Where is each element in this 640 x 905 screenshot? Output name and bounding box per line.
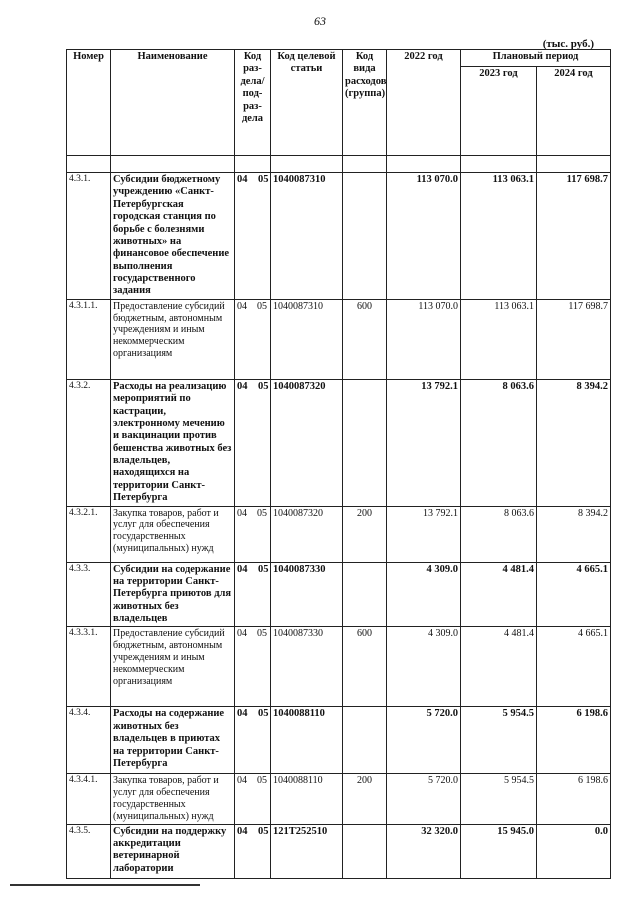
row-razdel: 04 (237, 300, 247, 312)
row-section (235, 824, 271, 878)
table-row (67, 173, 611, 300)
header-number: Номер (67, 50, 111, 156)
row-expense-type (343, 173, 387, 300)
row-target-code: 1040087320 (271, 506, 343, 562)
row-target-code: 1040087330 (271, 627, 343, 707)
row-name: Предоставление субсидий бюджетным, автономным учреждениям и иным некоммерческим организациям (111, 299, 235, 379)
row-razdel: 04 (237, 563, 248, 575)
row-section (235, 627, 271, 707)
table-row (67, 824, 611, 878)
row-expense-type: 600 (343, 627, 387, 707)
row-name: Субсидии бюджетному учреждению «Санкт-Петербургская городская станция по борьбе с болезнями животных» на финансовое обеспечение выполнения государственного задания (111, 173, 235, 300)
row-podrazdel: 05 (257, 628, 267, 640)
row-razdel: 04 (237, 174, 248, 185)
row-2022: 5 720.0 (387, 774, 461, 824)
row-2023: 4 481.4 (461, 562, 537, 627)
row-podrazdel: 05 (258, 380, 269, 392)
header-name: Наименование (111, 50, 235, 156)
row-target-code: 1040088110 (271, 774, 343, 824)
row-podrazdel: 05 (258, 708, 269, 720)
row-target-code: 1040087310 (271, 173, 343, 300)
row-2024: 0.0 (537, 824, 611, 878)
row-number: 4.3.2. (67, 379, 111, 506)
row-2023: 113 063.1 (461, 299, 537, 379)
row-2024: 6 198.6 (537, 707, 611, 774)
row-2022: 13 792.1 (387, 506, 461, 562)
row-2022: 113 070.0 (387, 299, 461, 379)
row-2024: 8 394.2 (537, 379, 611, 506)
row-number: 4.3.1. (67, 173, 111, 300)
table-row (67, 379, 611, 506)
page-number: 63 (314, 14, 326, 28)
row-name: Закупка товаров, работ и услуг для обеспечения государственных (муниципальных) нужд (111, 774, 235, 824)
row-razdel: 04 (237, 775, 247, 787)
row-section (235, 299, 271, 379)
row-section (235, 562, 271, 627)
row-2022: 13 792.1 (387, 379, 461, 506)
row-2024: 8 394.2 (537, 506, 611, 562)
row-target-code: 1040087330 (271, 562, 343, 627)
row-target-code: 1040088110 (271, 707, 343, 774)
row-section (235, 506, 271, 562)
scan-edge-line (10, 884, 200, 886)
row-podrazdel: 05 (258, 174, 269, 185)
row-number: 4.3.2.1. (67, 506, 111, 562)
header-gap-row (67, 156, 611, 173)
row-podrazdel: 05 (257, 300, 267, 312)
row-podrazdel: 05 (258, 563, 269, 575)
row-number: 4.3.3.1. (67, 627, 111, 707)
row-2022: 4 309.0 (387, 627, 461, 707)
row-2024: 117 698.7 (537, 299, 611, 379)
row-expense-type (343, 562, 387, 627)
row-razdel: 04 (237, 628, 247, 640)
row-target-code: 121Т252510 (271, 824, 343, 878)
row-podrazdel: 05 (257, 507, 267, 519)
row-2023: 5 954.5 (461, 707, 537, 774)
row-section (235, 379, 271, 506)
table-row (67, 506, 611, 562)
row-expense-type: 200 (343, 506, 387, 562)
header-section-code: Код раз- дела/ под- раз- дела (235, 50, 271, 156)
table-row (67, 707, 611, 774)
row-section (235, 707, 271, 774)
row-name: Расходы на реализацию мероприятий по кастрации, электронному мечению и вакцинации против бешенства животных без владельцев, находящихся на территории Санкт-Петербурга (111, 379, 235, 506)
row-target-code: 1040087320 (271, 379, 343, 506)
row-2024: 4 665.1 (537, 627, 611, 707)
header-expense-type: Код вида расходов (группа) (343, 50, 387, 156)
row-name: Расходы на содержание животных без владельцев в приютах на территории Санкт-Петербурга (111, 707, 235, 774)
row-name: Субсидии на содержание на территории Санкт-Петербурга приютов для животных без владельцев (111, 562, 235, 627)
header-row (67, 50, 611, 67)
row-expense-type (343, 707, 387, 774)
row-2022: 5 720.0 (387, 707, 461, 774)
header-plan-period: Плановый период (461, 50, 611, 67)
row-razdel: 04 (237, 507, 247, 519)
row-name: Закупка товаров, работ и услуг для обеспечения государственных (муниципальных) нужд (111, 506, 235, 562)
table-row (67, 299, 611, 379)
row-target-code: 1040087310 (271, 299, 343, 379)
row-number: 4.3.1.1. (67, 299, 111, 379)
budget-table (66, 49, 611, 879)
row-expense-type: 200 (343, 774, 387, 824)
row-number: 4.3.3. (67, 562, 111, 627)
row-number: 4.3.5. (67, 824, 111, 878)
header-2022: 2022 год (387, 50, 461, 156)
row-razdel: 04 (237, 380, 248, 392)
row-2022: 113 070.0 (387, 173, 461, 300)
table-row (67, 774, 611, 824)
row-2024: 6 198.6 (537, 774, 611, 824)
row-number: 4.3.4. (67, 707, 111, 774)
row-2022: 4 309.0 (387, 562, 461, 627)
row-section (235, 774, 271, 824)
row-2024: 4 665.1 (537, 562, 611, 627)
row-2023: 8 063.6 (461, 379, 537, 506)
row-podrazdel: 05 (257, 775, 267, 787)
row-2023: 113 063.1 (461, 173, 537, 300)
row-number: 4.3.4.1. (67, 774, 111, 824)
row-2022: 32 320.0 (387, 824, 461, 878)
row-podrazdel: 05 (258, 825, 269, 837)
header-target-code: Код целевой статьи (271, 50, 343, 156)
row-2023: 15 945.0 (461, 824, 537, 878)
row-2024: 117 698.7 (537, 173, 611, 300)
row-razdel: 04 (237, 708, 248, 720)
table-row (67, 627, 611, 707)
row-2023: 5 954.5 (461, 774, 537, 824)
row-name: Субсидии на поддержку аккредитации ветеринарной лаборатории (111, 824, 235, 878)
table-row (67, 562, 611, 627)
row-2023: 4 481.4 (461, 627, 537, 707)
row-expense-type (343, 379, 387, 506)
units-label: (тыс. руб.) (542, 38, 594, 50)
row-section (235, 173, 271, 300)
row-razdel: 04 (237, 825, 248, 837)
header-2023: 2023 год (461, 67, 537, 156)
header-2024: 2024 год (537, 67, 611, 156)
row-expense-type (343, 824, 387, 878)
row-name: Предоставление субсидий бюджетным, автономным учреждениям и иным некоммерческим организациям (111, 627, 235, 707)
row-expense-type: 600 (343, 299, 387, 379)
row-2023: 8 063.6 (461, 506, 537, 562)
